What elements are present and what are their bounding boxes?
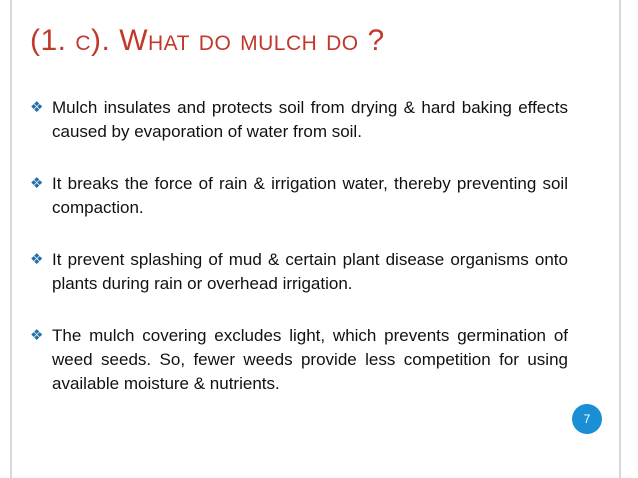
list-item xyxy=(30,248,568,296)
diamond-bullet-icon: ❖ xyxy=(30,175,44,192)
bullet-list xyxy=(30,96,568,424)
diamond-bullet-icon: ❖ xyxy=(30,327,44,344)
list-item xyxy=(30,96,568,144)
diamond-bullet-icon: ❖ xyxy=(30,251,44,268)
left-border-line xyxy=(10,0,12,478)
list-item xyxy=(30,172,568,220)
diamond-bullet-icon: ❖ xyxy=(30,99,44,116)
right-border-line xyxy=(619,0,621,478)
slide-title xyxy=(30,24,385,58)
bullet-text: Mulch insulates and protects soil from drying & hard baking effects caused by evaporation of water from soil. xyxy=(52,98,568,141)
bullet-text: It prevent splashing of mud & certain plant disease organisms onto plants during rain or overhead irrigation. xyxy=(52,250,568,293)
page-number-badge: 7 xyxy=(572,404,602,434)
title-heading: What do mulch do ? xyxy=(119,24,385,57)
bullet-text: The mulch covering excludes light, which prevents germination of weed seeds. So, fewer weeds provide less competition for using available moisture & nutrients. xyxy=(52,326,568,393)
bullet-text: It breaks the force of rain & irrigation water, thereby preventing soil compaction. xyxy=(52,174,568,217)
list-item xyxy=(30,324,568,396)
title-prefix: (1. c). xyxy=(30,24,111,57)
